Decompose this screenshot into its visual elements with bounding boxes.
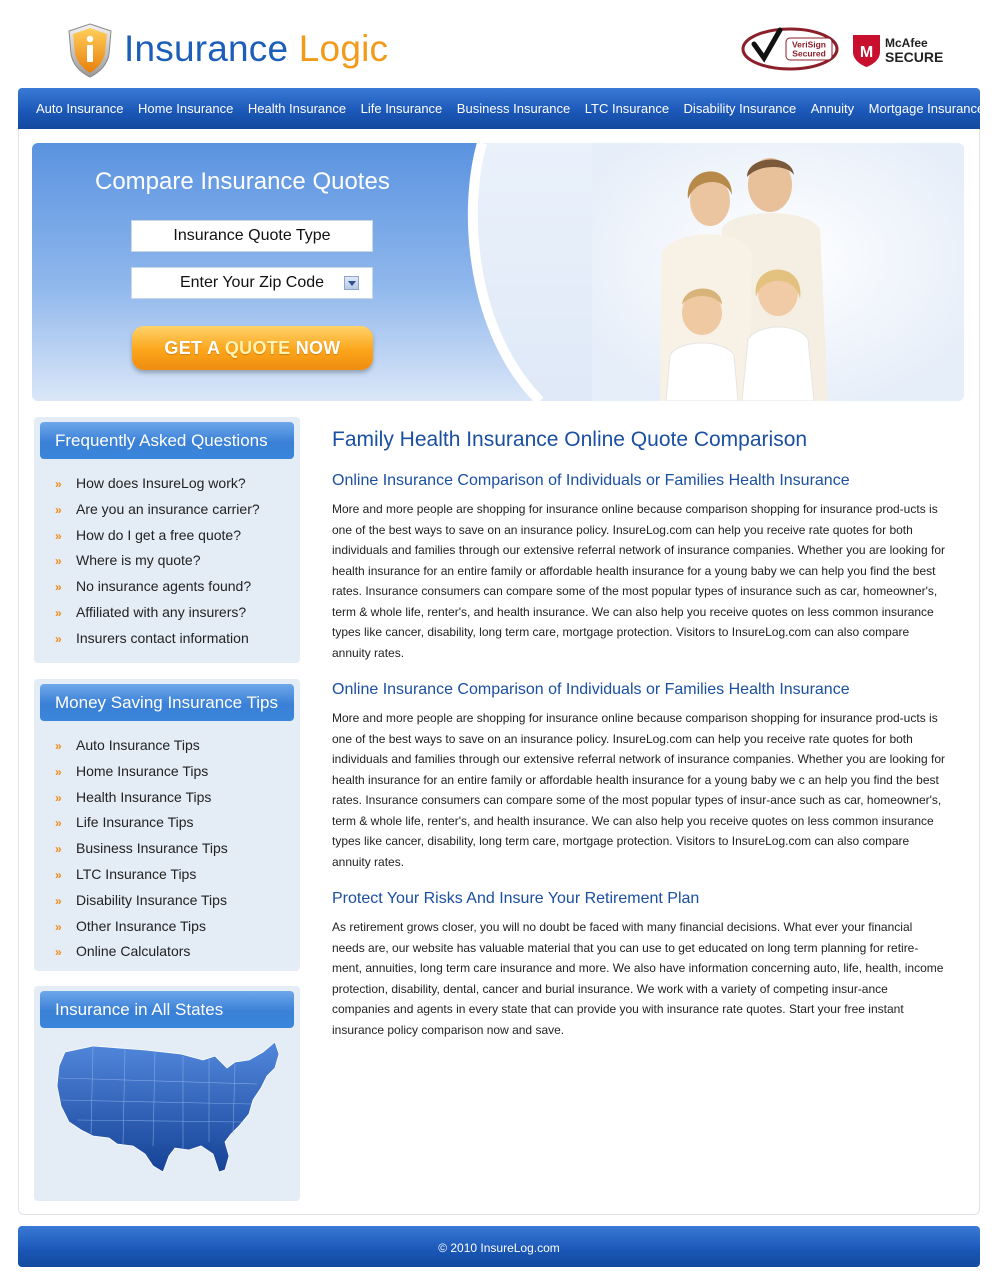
site-footer	[18, 1226, 980, 1267]
double-chevron-icon: »	[55, 528, 60, 543]
chevron-down-icon[interactable]	[344, 276, 359, 290]
faq-item[interactable]	[55, 550, 260, 576]
faq-item-label: Insurers contact information	[76, 629, 249, 646]
nav-item-home-insurance[interactable]: Home Insurance	[137, 101, 234, 116]
double-chevron-icon: »	[55, 554, 60, 569]
faq-item[interactable]	[55, 602, 260, 628]
tips-item[interactable]	[55, 916, 228, 942]
tips-item[interactable]	[55, 735, 228, 761]
faq-item-label: Where is my quote?	[76, 552, 201, 569]
logo-word-logic: Logic	[298, 28, 389, 69]
quote-button-text-3: NOW	[290, 338, 341, 358]
family-photo	[592, 143, 964, 401]
nav-item-business-insurance[interactable]: Business Insurance	[456, 101, 571, 116]
tips-item[interactable]	[55, 890, 228, 916]
tips-box	[34, 679, 300, 971]
faq-title: Frequently Asked Questions	[40, 422, 294, 459]
faq-item[interactable]	[55, 628, 260, 654]
faq-item[interactable]	[55, 473, 260, 499]
zip-code-label: Enter Your Zip Code	[179, 274, 325, 291]
double-chevron-icon: »	[55, 816, 60, 831]
double-chevron-icon: »	[55, 893, 60, 908]
tips-list	[55, 735, 228, 967]
nav-item-disability-insurance[interactable]: Disability Insurance	[683, 101, 797, 116]
section-heading: Protect Your Risks And Insure Your Retirement Plan	[332, 890, 700, 907]
double-chevron-icon: »	[55, 477, 60, 491]
double-chevron-icon: »	[55, 739, 60, 753]
tips-item[interactable]	[55, 787, 228, 813]
main-content	[332, 428, 947, 1058]
mcafee-secure-badge[interactable]	[850, 32, 945, 68]
double-chevron-icon: »	[55, 790, 60, 805]
faq-item-label: Are you an insurance carrier?	[76, 500, 260, 517]
faq-item-label: How do I get a free quote?	[76, 526, 241, 543]
double-chevron-icon: »	[55, 867, 60, 882]
tips-item[interactable]	[55, 761, 228, 787]
verisign-label-line2: Secured	[792, 48, 826, 59]
tips-item-label: Other Insurance Tips	[76, 917, 206, 934]
section-body: More and more people are shopping for insurance online because comparison shopping for insurance prod-ucts is one of the best ways to save on an insurance policy. InsureLog.com can help you receive rate quotes for both individuals and families through our extensive referral network of insurance companies. Whether you are looking for health insurance for an entire family or affordable health insurance for a young baby we c an help you find the best rates. Insurance consumers can compare some of the most popular types of insur-ance such as car, homeowner's, term & whole life, renter's, and health insurance. We can also help you receive quotes on less common insurance types like cancer, disability, long term care, mortgage protection. Visitors to InsureLog.com can also compare annuity rates.	[332, 711, 945, 869]
mcafee-label-line1: McAfee	[885, 36, 928, 50]
zip-code-field[interactable]	[131, 267, 373, 299]
faq-list	[55, 473, 260, 654]
quote-hero	[32, 143, 964, 401]
tips-item-label: Life Insurance Tips	[76, 814, 194, 831]
page-title: Family Health Insurance Online Quote Comparison	[332, 428, 808, 451]
usa-map-icon[interactable]	[53, 1038, 285, 1188]
nav-item-mortgage-insurance[interactable]: Mortgage Insurance	[868, 101, 985, 116]
double-chevron-icon: »	[55, 605, 60, 620]
site-logo[interactable]	[66, 20, 389, 80]
double-chevron-icon: »	[55, 580, 60, 595]
logo-wordmark	[124, 28, 388, 70]
double-chevron-icon: »	[55, 502, 60, 517]
section-heading: Online Insurance Comparison of Individuals or Families Health Insurance	[332, 472, 850, 489]
faq-item[interactable]	[55, 499, 260, 525]
tips-item-label: Auto Insurance Tips	[76, 737, 200, 753]
states-title: Insurance in All States	[40, 991, 294, 1028]
get-quote-button[interactable]	[132, 326, 373, 370]
verisign-label-line1: VeriSign	[791, 39, 827, 50]
tips-item-label: Business Insurance Tips	[76, 840, 228, 857]
nav-item-annuity[interactable]: Annuity	[810, 101, 855, 116]
nav-list	[18, 88, 985, 129]
tips-item-label: Home Insurance Tips	[76, 762, 209, 779]
section-heading: Online Insurance Comparison of Individuals or Families Health Insurance	[332, 681, 850, 698]
section-body: More and more people are shopping for insurance online because comparison shopping for insurance prod-ucts is one of the best ways to save on an insurance policy. InsureLog.com can help you receive rate quotes for both individuals and families through our extensive referral network of insurance companies. Whether you are looking for health insurance for an entire family or affordable health insurance for a young baby we can help you find the best rates. Insurance consumers can compare some of the most popular types of insurance such as car, homeowner's, term & whole life, renter's, and health insurance. We can also help you receive quotes on less common insurance types like cancer, disability, long term care, mortgage protection. Visitors to InsureLog.com can also compare annuity rates.	[332, 502, 945, 660]
tips-item-label: Health Insurance Tips	[76, 788, 212, 805]
insurance-quote-type-field[interactable]: Insurance Quote Type	[131, 220, 373, 252]
nav-item-auto-insurance[interactable]: Auto Insurance	[36, 101, 124, 116]
quote-button-text-2: QUOTE	[224, 338, 291, 358]
tips-title: Money Saving Insurance Tips	[40, 684, 294, 721]
nav-item-ltc-insurance[interactable]: LTC Insurance	[584, 101, 670, 116]
main-nav	[18, 88, 985, 129]
tips-item[interactable]	[55, 812, 228, 838]
nav-item-health-insurance[interactable]: Health Insurance	[247, 101, 347, 116]
hero-title: Compare Insurance Quotes	[95, 168, 390, 195]
states-box	[34, 986, 300, 1201]
mcafee-label-line2: SECURE	[885, 49, 944, 65]
tips-item-label: Online Calculators	[76, 943, 191, 960]
section-body: As retirement grows closer, you will no doubt be faced with many financial decisions. What ever your financial needs are, our website has valuable material that you can use to get educated on long term planning for retire-ment, annuities, long term care insurance and more. We also have information concerning auto, life, health, income protection, disability, dental, cancer and burial insurance. We work with a variety of competing insur-ance companies and agents in every state that can provide you with insurance rate quotes. Start your free instant insurance policy comparison now and save.	[332, 920, 944, 1037]
double-chevron-icon: »	[55, 764, 60, 779]
tips-item-label: LTC Insurance Tips	[76, 865, 197, 882]
faq-item-label: No insurance agents found?	[76, 578, 252, 595]
tips-item-label: Disability Insurance Tips	[76, 891, 227, 908]
verisign-secured-badge[interactable]	[740, 24, 840, 72]
double-chevron-icon: »	[55, 919, 60, 934]
mcafee-m-icon: M	[859, 44, 874, 61]
tips-item[interactable]	[55, 864, 228, 890]
faq-item-label: Affiliated with any insurers?	[76, 603, 247, 620]
tips-item[interactable]	[55, 941, 228, 967]
quote-button-text-1: GET A	[164, 338, 225, 358]
faq-box	[34, 417, 300, 663]
tips-item[interactable]	[55, 838, 228, 864]
copyright-text: © 2010 InsureLog.com	[438, 1241, 560, 1255]
double-chevron-icon: »	[55, 631, 60, 646]
double-chevron-icon: »	[55, 842, 60, 857]
faq-item[interactable]	[55, 525, 260, 551]
faq-item-label: How does InsureLog work?	[76, 475, 246, 491]
info-shield-icon	[66, 22, 114, 78]
site-header	[0, 0, 998, 88]
faq-item[interactable]	[55, 576, 260, 602]
double-chevron-icon: »	[55, 945, 60, 960]
logo-word-insurance: Insurance	[124, 28, 289, 69]
nav-item-life-insurance[interactable]: Life Insurance	[360, 101, 443, 116]
